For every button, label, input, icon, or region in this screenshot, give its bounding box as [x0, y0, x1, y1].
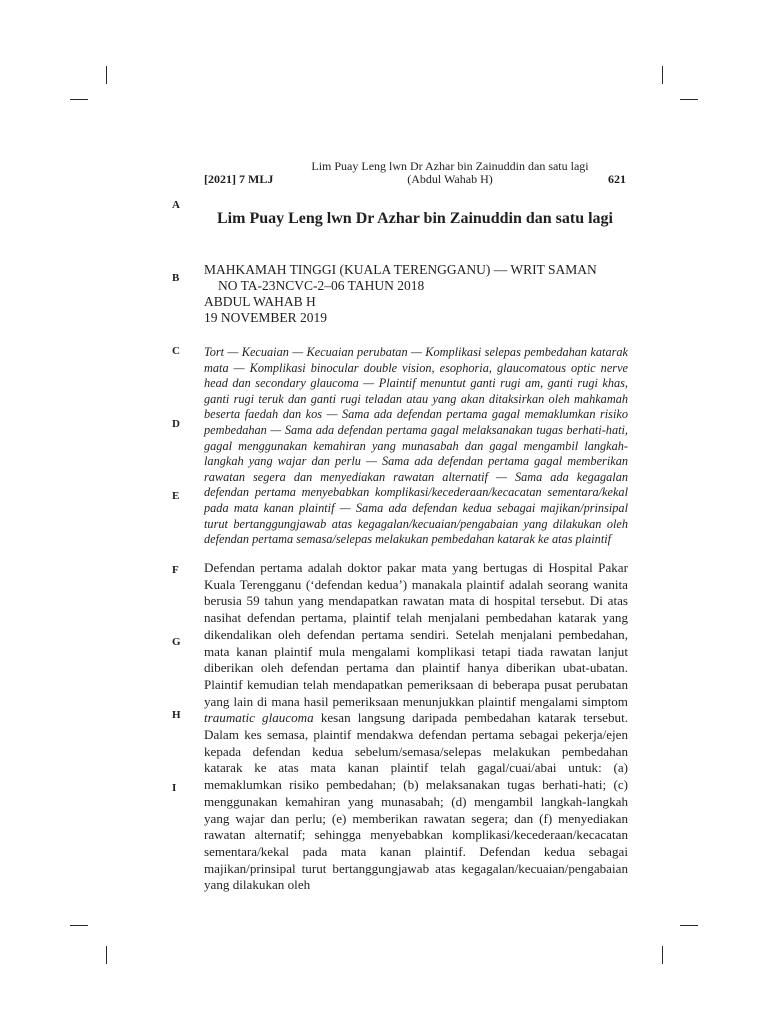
case-title: Lim Puay Leng lwn Dr Azhar bin Zainuddin dan satu lagi	[217, 210, 613, 227]
margin-letter-i: I	[172, 782, 177, 794]
case-number: NO TA-23NCVC-2–06 TAHUN 2018	[218, 278, 425, 293]
running-title-line1: Lim Puay Leng lwn Dr Azhar bin Zainuddin dan satu lagi	[311, 159, 589, 173]
running-title	[290, 160, 610, 186]
margin-letter-e: E	[172, 490, 180, 502]
crop-mark-top-right-vertical	[662, 66, 663, 84]
crop-mark-top-right-horizontal	[680, 99, 698, 100]
crop-mark-bottom-left-vertical	[106, 946, 107, 964]
headnote-text-part2: kesan langsung daripada pembedahan katarak tersebut. Dalam kes semasa, plaintif mendakwa defendan pertama sebagai pekerja/ejen kepada defendan kedua sebelum/semasa/selepas melakukan pembedahan katarak ke atas mata kanan plaintif telah gagal/cuai/abai untuk: (a) memaklumkan risiko pembedahan; (b) melaksanakan tugas berhati-hati; (c) menggunakan kemahiran yang munasabah; (d) mengambil langkah-langkah yang wajar dan perlu; (e) memberikan rawatan segera; dan (f) menyediakan rawatan alternatif; sehingga menyebabkan komplikasi/kecederaan/kecacatan sementara/kekal pada mata kanan plaintif. Defendan kedua sebagai majikan/prinsipal turut bertanggungjawab atas kegagalan/kecuaian/pengabaian yang dilakukan oleh	[204, 710, 628, 893]
headnote-italic-term: traumatic glaucoma	[204, 710, 314, 726]
crop-mark-top-left-horizontal	[70, 99, 88, 100]
crop-mark-bottom-right-horizontal	[680, 925, 698, 926]
judge-name: ABDUL WAHAB H	[204, 294, 316, 309]
court-name: MAHKAMAH TINGGI (KUALA TERENGGANU) — WRIT SAMAN	[204, 262, 597, 277]
margin-letter-h: H	[172, 709, 181, 721]
crop-mark-bottom-left-horizontal	[70, 925, 88, 926]
judgment-date: 19 NOVEMBER 2019	[204, 310, 328, 325]
headnote-text-part1: Defendan pertama adalah doktor pakar mata yang bertugas di Hospital Pakar Kuala Terengganu (‘defendan kedua’) manakala plaintif adalah seorang wanita berusia 59 tahun yang mendapatkan rawatan mata di hospital tersebut. Di atas nasihat defendan pertama, plaintif telah menjalani pembedahan katarak yang dikendalikan oleh defendan pertama sendiri. Setelah menjalani pembedahan, mata kanan plaintif mula mengalami komplikasi tetapi tiada rawatan lanjut diberikan oleh defendan pertama dan plaintif hanya diberikan ubat-ubatan. Plaintif kemudian telah mendapatkan pemeriksaan di beberapa pusat perubatan yang lain di mana hasil pemeriksaan menunjukkan plaintif mengalami simptom	[204, 560, 628, 709]
catchwords: Tort — Kecuaian — Kecuaian perubatan — Komplikasi selepas pembedahan katarak mata — Komplikasi binocular double vision, esophoria, glaucomatous optic nerve head dan secondary glaucoma — Plaintif menuntut ganti rugi am, ganti rugi khas, ganti rugi teruk dan ganti rugi teladan atau yang akan ditaksirkan oleh mahkamah beserta faedah dan kos — Sama ada defendan pertama gagal memaklumkan risiko pembedahan — Sama ada defendan pertama gagal melaksanakan tugas berhati-hati, gagal menggunakan kemahiran yang munasabah dan gagal mengambil langkah-langkah yang wajar dan perlu — Sama ada defendan pertama gagal memberikan rawatan segera dan menyediakan rawatan alternatif — Sama ada kegagalan defendan pertama menyebabkan komplikasi/kecederaan/kecacatan sementara/kekal pada mata kanan plaintif — Sama ada defendan kedua sebagai majikan/prinsipal turut bertanggungjawab atas kegagalan/kecuaian/pengabaian yang dilakukan oleh defendan pertama semasa/selepas melakukan pembedahan katarak ke atas plaintif	[204, 345, 628, 547]
margin-letter-f: F	[172, 564, 179, 576]
citation: [2021] 7 MLJ	[204, 172, 274, 186]
running-title-line2: (Abdul Wahab H)	[407, 172, 493, 186]
crop-mark-bottom-right-vertical	[662, 946, 663, 964]
margin-letter-d: D	[172, 418, 180, 430]
page-number: 621	[608, 172, 626, 186]
margin-letter-c: C	[172, 345, 180, 357]
margin-letter-g: G	[172, 636, 181, 648]
margin-letter-a: A	[172, 199, 180, 211]
headnote-paragraph	[204, 560, 628, 894]
court-block	[204, 262, 628, 326]
crop-mark-top-left-vertical	[106, 66, 107, 84]
margin-letter-b: B	[172, 272, 180, 284]
